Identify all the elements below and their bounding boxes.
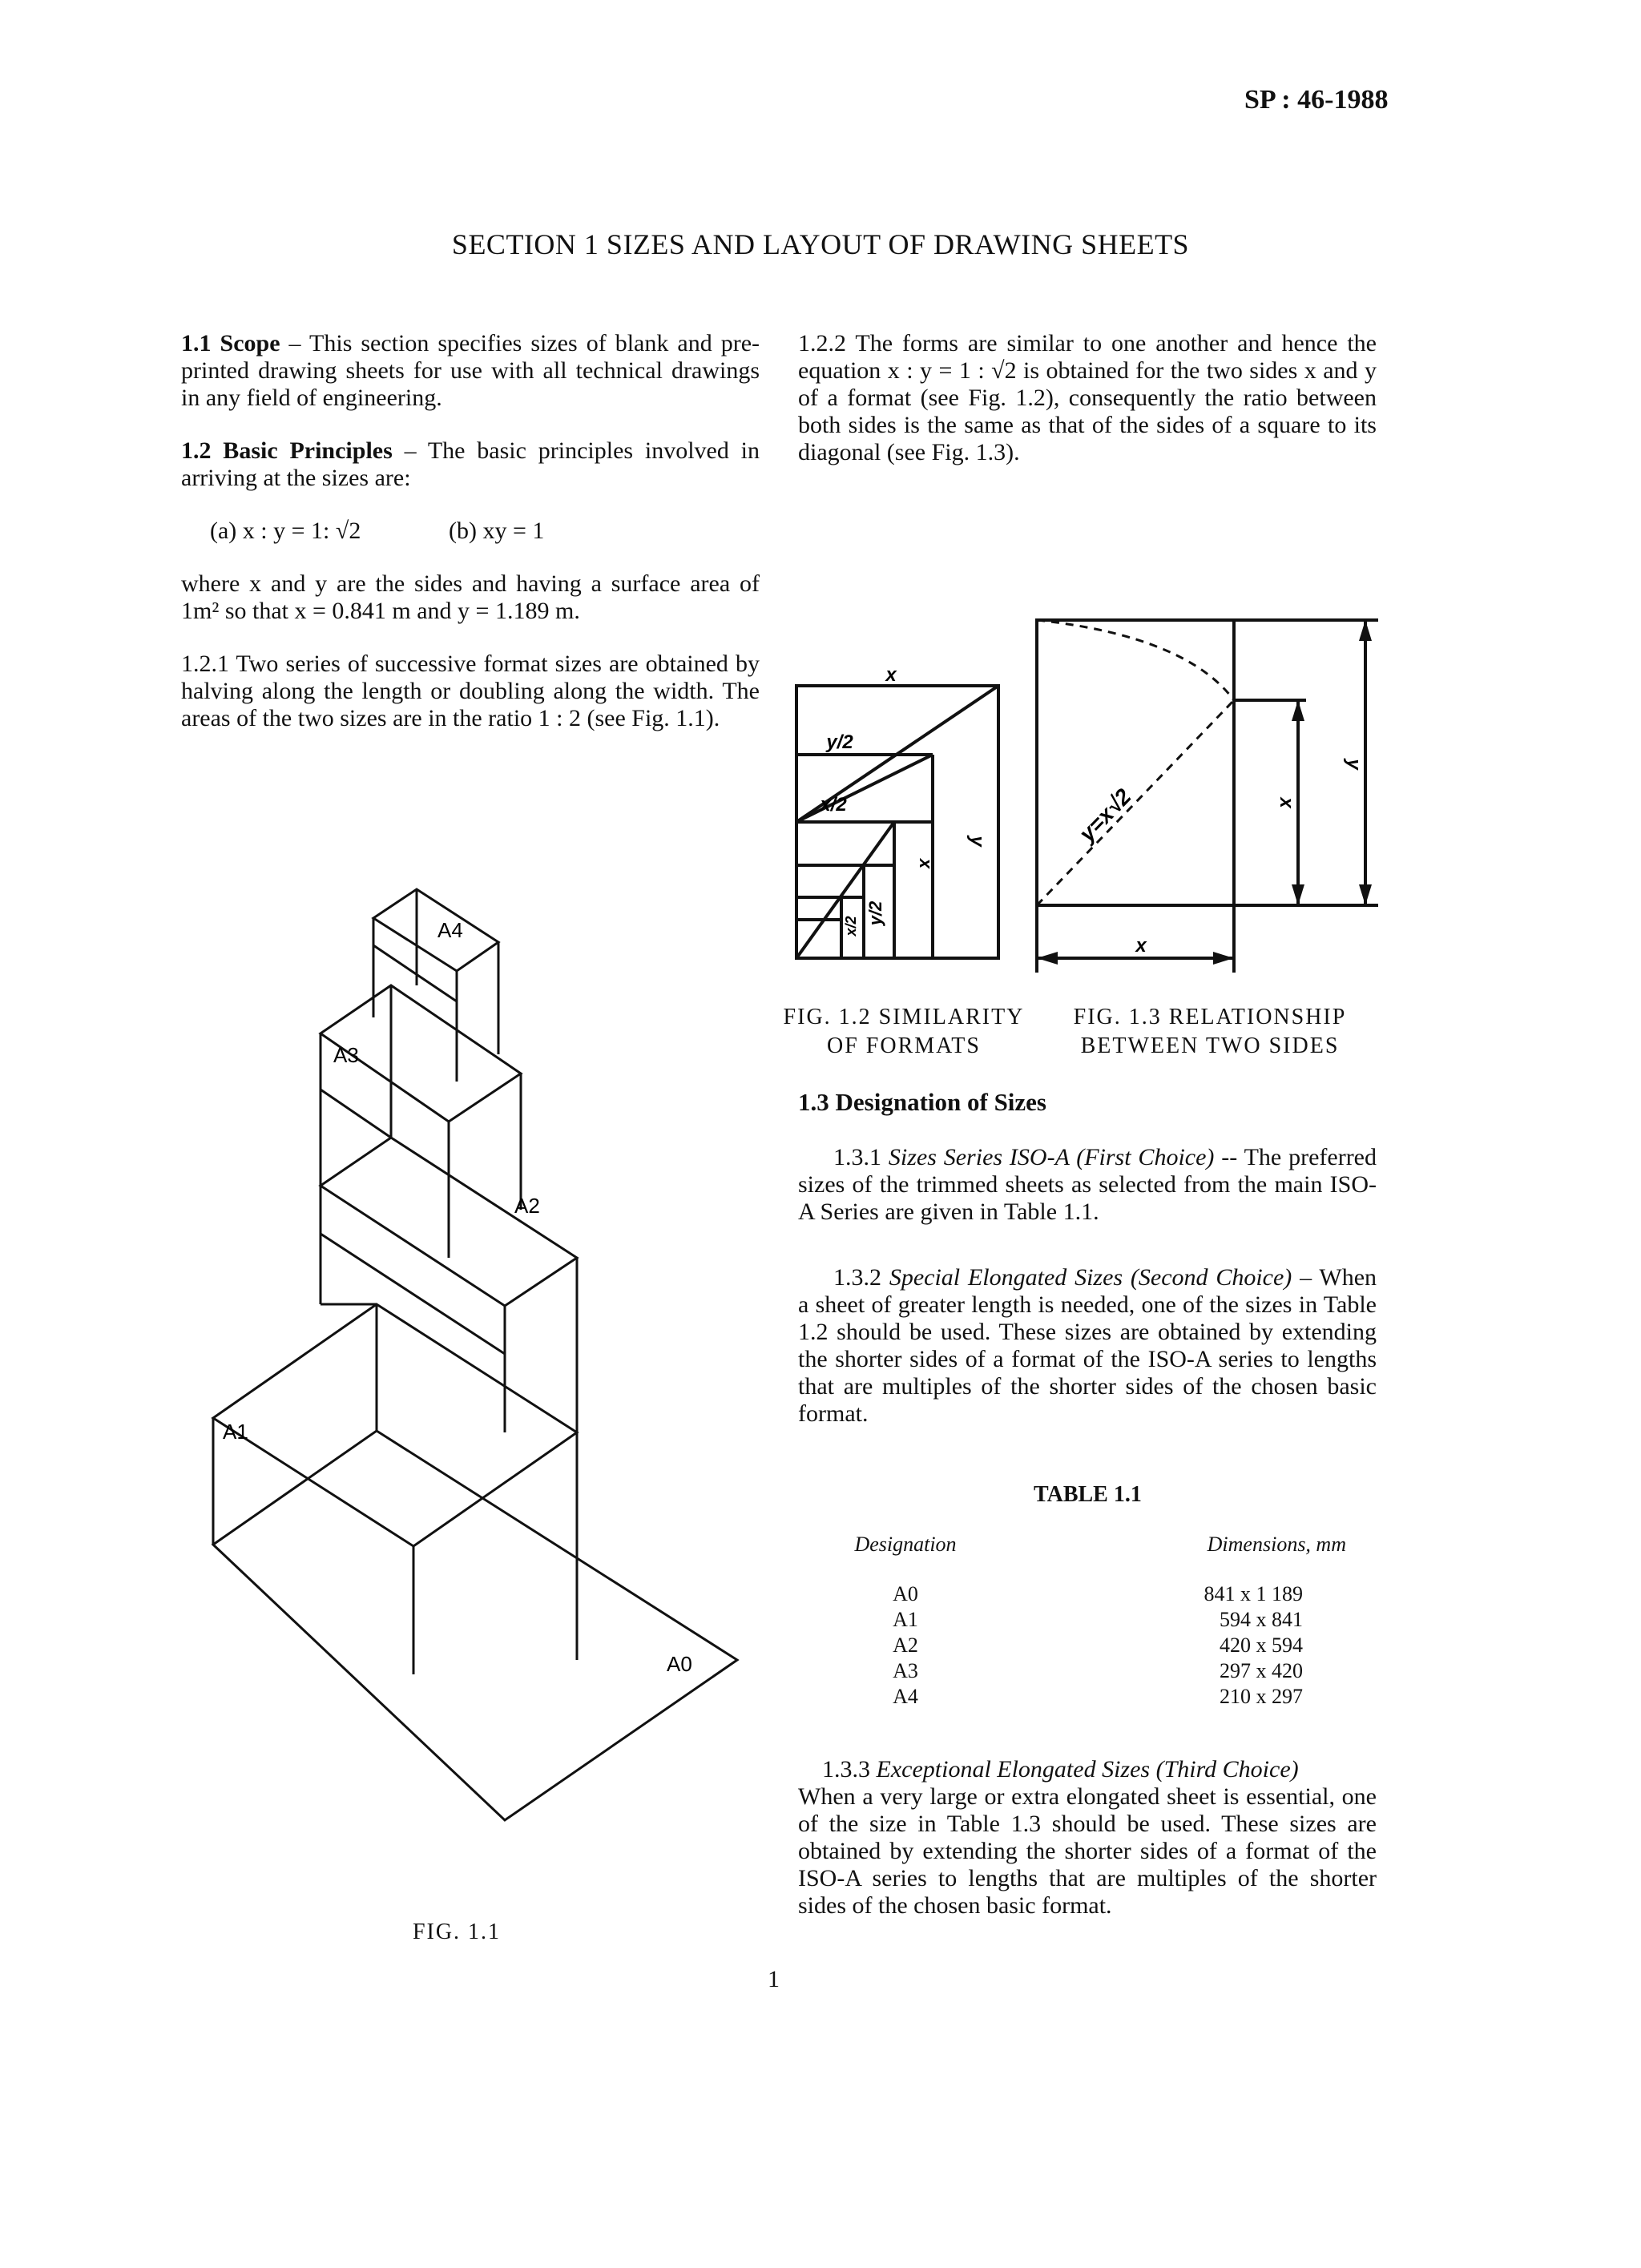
paragraph-1-3-1-number: 1.3.1 — [833, 1144, 889, 1170]
fig13-caption-line1: FIG. 1.3 RELATIONSHIP — [1073, 1005, 1347, 1029]
paragraph-1-3-1-title: Sizes Series ISO-A (First Choice) — [888, 1144, 1215, 1170]
fig12-label-x: x — [885, 665, 897, 686]
paragraph-1-2-1: 1.2.1 Two series of successive format sizes are obtained by halving along the length or doubling along the width. The areas of the two sizes are in the ratio 1 : 2 (see Fig. 1.1). — [181, 651, 760, 731]
heading-1-3: 1.3 Designation of Sizes — [798, 1088, 1046, 1116]
scope-text: – This section specifies sizes of blank and pre-printed drawing sheets for use with all technical drawings in any field of engineering. — [181, 330, 760, 411]
designation-cell: A1 — [893, 1608, 918, 1631]
dimensions-cell: 297 x 420 — [1220, 1659, 1303, 1682]
fig13-label-x-side: x — [1276, 797, 1297, 808]
fig13-label-equation: y=x√2 — [1074, 784, 1136, 847]
col-designation-header: Designation — [854, 1533, 957, 1556]
paragraph-1-3-3-number: 1.3.3 — [822, 1756, 877, 1783]
dimensions-cell: 841 x 1 189 — [1204, 1582, 1303, 1605]
designation-cell: A2 — [893, 1634, 918, 1657]
fig12-label-y: y — [966, 836, 988, 847]
fig11-label-a4: A4 — [437, 918, 463, 942]
table-row — [849, 1658, 1346, 1684]
basic-principles-heading: 1.2 Basic Principles — [181, 437, 393, 464]
a1-sheet — [213, 1304, 577, 1546]
fig13-caption-line2: BETWEEN TWO SIDES — [1080, 1033, 1340, 1058]
where-paragraph: where x and y are the sides and having a surface area of 1m² so that x = 0.841 m and y = 1.189 m. — [181, 570, 760, 624]
section-title: SECTION 1 SIZES AND LAYOUT OF DRAWING SHEETS — [451, 228, 1190, 260]
basic-principles-paragraph — [181, 437, 760, 492]
fig12-label-y2: y/2 — [826, 731, 853, 753]
table-row — [849, 1633, 1346, 1658]
paragraph-1-2-2: 1.2.2 The forms are similar to one another and hence the equation x : y = 1 : √2 is obtained for the two sides x and y of a format (see Fig. 1.2), consequently the ratio between both sides is the same as that of the sides of a square to its diagonal (see Fig. 1.3). — [798, 330, 1377, 465]
fig11-label-a0: A0 — [667, 1652, 692, 1676]
paragraph-1-3-3 — [798, 1756, 1377, 1920]
page-number: 1 — [768, 1966, 780, 1992]
designation-cell: A0 — [893, 1582, 918, 1605]
table-row — [849, 1581, 1346, 1607]
fig11-caption: FIG. 1.1 — [412, 1920, 502, 1944]
table-row — [849, 1684, 1346, 1710]
paragraph-1-3-1 — [798, 1144, 1377, 1226]
col-dimensions-header: Dimensions, mm — [1207, 1533, 1346, 1556]
document-number: SP : 46-1988 — [1244, 85, 1389, 115]
fig11-label-a1: A1 — [223, 1420, 248, 1444]
table-1-1-title: TABLE 1.1 — [1034, 1482, 1142, 1507]
a0-sheet — [213, 1431, 737, 1820]
fig11-label-a2: A2 — [514, 1194, 540, 1218]
paragraph-1-3-1-text: -- The preferred sizes of the trimmed sheets as selected from the main ISO-A Series are given in Table 1.1. — [798, 1144, 1377, 1225]
fig13-label-x-bottom: x — [1135, 935, 1147, 957]
figure-1-1-isometric — [200, 873, 745, 1835]
designation-cell: A3 — [893, 1659, 918, 1682]
fig13-caption — [1050, 1003, 1370, 1061]
designation-cell: A4 — [893, 1685, 918, 1708]
paragraph-1-3-2-number: 1.3.2 — [833, 1264, 889, 1291]
paragraph-1-3-3-text: When a very large or extra elongated sheet is essential, one of the size in Table 1.3 should be used. These sizes are obtained by extending the shorter sides of a format of the ISO-A series to lengths that are multiples of the shorter sides of the chosen basic format. — [798, 1783, 1377, 1919]
table-1-1 — [849, 1532, 1346, 1710]
paragraph-1-3-2-title: Special Elongated Sizes (Second Choice) — [889, 1264, 1292, 1291]
fig12-label-x-small: x — [916, 858, 936, 869]
basic-principles-text: – The basic principles involved in arriving at the sizes are: — [181, 437, 760, 491]
formula-a: (a) x : y = 1: √2 — [210, 518, 361, 544]
fig12-label-x2-small: x/2 — [843, 916, 859, 937]
scope-paragraph — [181, 330, 760, 412]
fig12-caption-line2: OF FORMATS — [827, 1033, 981, 1058]
dimensions-cell: 210 x 297 — [1220, 1685, 1303, 1708]
paragraph-1-3-2 — [798, 1264, 1377, 1428]
fig11-label-a3: A3 — [333, 1043, 359, 1067]
fig12-label-x2: x/2 — [820, 794, 847, 816]
figure-1-2-similarity — [793, 665, 1010, 969]
fig12-caption — [776, 1003, 1032, 1061]
fig12-label-y2-small: y/2 — [865, 900, 885, 926]
scope-heading: 1.1 Scope — [181, 330, 280, 357]
dimensions-cell: 420 x 594 — [1220, 1634, 1303, 1657]
formula-b: (b) xy = 1 — [449, 518, 545, 544]
figure-1-3-relationship — [1034, 612, 1378, 984]
fig13-outer-rect — [1037, 620, 1234, 905]
table-header-row — [849, 1532, 1346, 1581]
dimensions-cell: 594 x 841 — [1220, 1608, 1303, 1631]
paragraph-1-3-3-title: Exceptional Elongated Sizes (Third Choice) — [876, 1756, 1299, 1783]
table-row — [849, 1607, 1346, 1633]
fig13-label-y-side: y — [1343, 759, 1365, 770]
fig12-caption-line1: FIG. 1.2 SIMILARITY — [783, 1005, 1025, 1029]
paragraph-1-3-2-text: – When a sheet of greater length is needed, one of the sizes in Table 1.2 should be used. These sizes are obtained by extending the shorter sides of a format of the ISO-A series to lengths that are multiples of the shorter sides of the chosen basic format. — [798, 1264, 1377, 1427]
